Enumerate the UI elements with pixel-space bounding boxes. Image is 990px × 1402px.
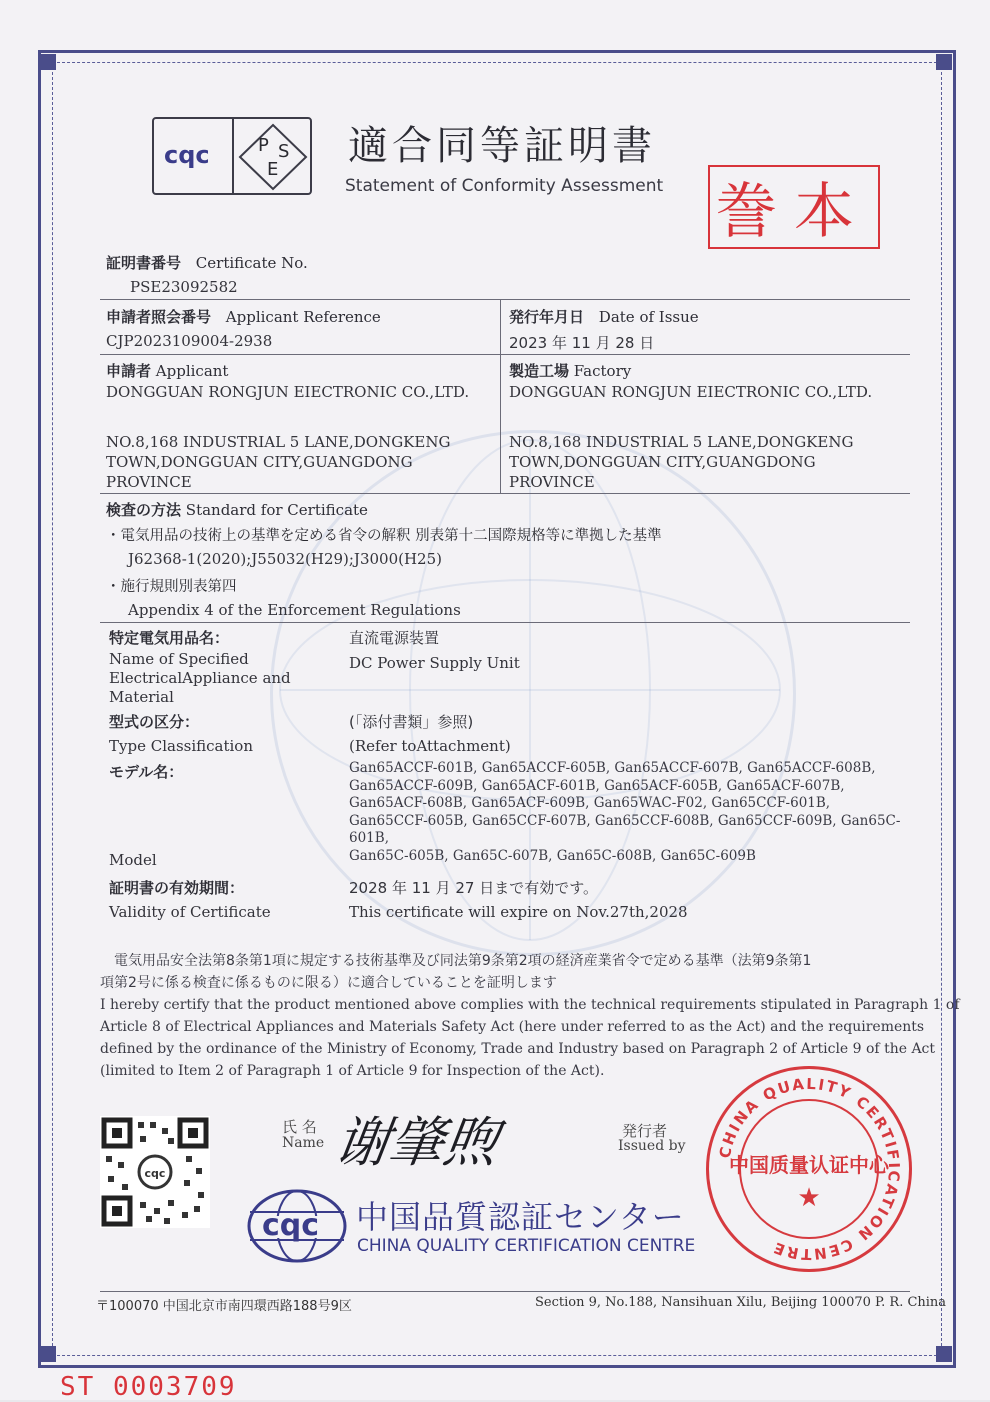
divider xyxy=(500,300,501,354)
certificate-no-value: PSE23092582 xyxy=(130,278,238,296)
divider xyxy=(100,493,910,494)
standard-label-en: Standard for Certificate xyxy=(185,501,368,519)
applicant-address-line: TOWN,DONGGUAN CITY,GUANGDONG xyxy=(106,453,413,471)
model-line: Gan65ACCF-609B, Gan65ACF-601B, Gan65ACF-605B, Gan65ACF-607B, xyxy=(349,777,845,794)
factory-address-line: NO.8,168 INDUSTRIAL 5 LANE,DONGKENG xyxy=(509,433,854,451)
validity-label-en: Validity of Certificate xyxy=(109,903,271,921)
product-label-en-line: ElectricalAppliance and xyxy=(109,669,291,687)
declaration-jp xyxy=(100,950,912,994)
applicant-address-line: NO.8,168 INDUSTRIAL 5 LANE,DONGKENG xyxy=(106,433,451,451)
declaration-en-line: defined by the ordinance of the Ministry of Economy, Trade and Industry based on Paragraph 2 of Article 9 of the Act xyxy=(100,1041,936,1057)
certificate-no-label-jp: 証明書番号 xyxy=(106,254,182,272)
product-label-en-line: Name of Specified xyxy=(109,650,249,668)
date-label-jp: 発行年月日 xyxy=(509,308,585,326)
factory-label-en: Factory xyxy=(573,362,632,380)
divider xyxy=(100,299,910,300)
applicant-ref-label-en: Applicant Reference xyxy=(225,308,381,326)
declaration-jp-line: 項第2号に係る検査に係るものに限る）に適合していることを証明します xyxy=(100,975,557,991)
product-label-en-line: Material xyxy=(109,688,174,706)
standard-item1-jp: ・電気用品の技術上の基準を定める省令の解釈 別表第十二国際規格等に準拠した基準 xyxy=(106,528,662,544)
model-line: Gan65ACF-608B, Gan65ACF-609B, Gan65WAC-F02, Gan65CCF-601B, xyxy=(349,795,831,811)
factory-address-line: TOWN,DONGGUAN CITY,GUANGDONG xyxy=(509,453,816,471)
factory-label-jp: 製造工場 xyxy=(509,362,570,380)
certificate-no-label-en: Certificate No. xyxy=(195,254,308,272)
model-line: Gan65C-605B, Gan65C-607B, Gan65C-608B, Gan65C-609B xyxy=(349,847,756,864)
divider xyxy=(500,355,501,493)
product-value-jp: 直流電源装置 xyxy=(349,629,440,647)
declaration-en-line: I hereby certify that the product mentioned above complies with the technical requirements stipulated in Paragraph 1 of xyxy=(100,997,960,1013)
type-label-en: Type Classification xyxy=(109,737,254,755)
official-seal xyxy=(706,1066,912,1272)
model-list xyxy=(349,760,909,865)
declaration-en-line: (limited to Item 2 of Paragraph 1 of Article 9 for Inspection of the Act). xyxy=(100,1063,605,1079)
title-jp: 適合同等証明書 xyxy=(348,123,656,169)
type-value-en: (Refer toAttachment) xyxy=(349,737,511,755)
pse-letter: E xyxy=(267,159,279,180)
corner-ornament xyxy=(936,1346,952,1362)
product-label-jp: 特定電気用品名： xyxy=(109,629,230,647)
serial-number: ST 0003709 xyxy=(60,1372,237,1402)
factory-name: DONGGUAN RONGJUN EIECTRONIC CO.,LTD. xyxy=(509,383,873,401)
standard-item2-jp: ・施行規則別表第四 xyxy=(106,579,237,595)
title-en: Statement of Conformity Assessment xyxy=(345,176,664,196)
cqc-pse-logo xyxy=(152,117,312,195)
signature: 谢肇煦 xyxy=(331,1111,502,1174)
issuer-name-jp: 中国品質認証センター xyxy=(356,1198,685,1236)
type-value-jp: (「添付書類」参照) xyxy=(349,713,474,731)
applicant-ref-value: CJP2023109004-2938 xyxy=(106,332,273,350)
corner-ornament xyxy=(40,1346,56,1362)
model-label-jp: モデル名： xyxy=(109,763,184,781)
applicant-name: DONGGUAN RONGJUN EIECTRONIC CO.,LTD. xyxy=(106,383,470,401)
issued-by-label-jp: 発行者 xyxy=(622,1122,668,1140)
declaration-jp-line: 電気用品安全法第8条第1項に規定する技術基準及び同法第9条第2項の経済産業省令で定める基準（法第9条第1 xyxy=(100,953,812,969)
applicant-label-jp: 申請者 xyxy=(106,362,152,380)
factory-address-line: PROVINCE xyxy=(509,473,595,491)
validity-label-jp: 証明書の有効期間： xyxy=(109,879,245,897)
qr-code-icon xyxy=(100,1116,210,1228)
pse-diamond-icon xyxy=(238,123,308,191)
signature-label-en: Name xyxy=(282,1135,325,1151)
product-value-en: DC Power Supply Unit xyxy=(349,654,520,672)
date-label-en: Date of Issue xyxy=(598,308,699,326)
corner-ornament xyxy=(40,54,56,70)
svg-text:cqc: cqc xyxy=(144,1167,166,1180)
validity-value-jp: 2028 年 11 月 27 日まで有効です。 xyxy=(349,879,598,897)
footer-address-en: Section 9, No.188, Nansihuan Xilu, Beijing 100070 P. R. China xyxy=(535,1295,947,1310)
pse-letter: P xyxy=(258,135,269,156)
standard-item1-codes: J62368-1(2020);J55032(H29);J3000(H25) xyxy=(128,550,442,568)
applicant-ref-label-jp: 申請者照会番号 xyxy=(106,308,212,326)
cqc-logo-text: cqc xyxy=(164,141,210,169)
applicant-address-line: PROVINCE xyxy=(106,473,192,491)
seal-outer-text: CHINA QUALITY CERTIFICATION CENTRE xyxy=(715,1074,904,1264)
issuer-name-en: CHINA QUALITY CERTIFICATION CENTRE xyxy=(357,1236,696,1256)
issuer-logo-text: cqc xyxy=(262,1208,320,1243)
seal-star-icon: ★ xyxy=(797,1183,821,1213)
model-label-en: Model xyxy=(109,851,157,869)
pse-letter: S xyxy=(278,141,290,162)
signature-label-jp: 氏 名 xyxy=(282,1118,317,1136)
divider xyxy=(100,622,910,623)
issued-by-label-en: Issued by xyxy=(618,1138,686,1154)
date-value: 2023 年 11 月 28 日 xyxy=(509,334,655,352)
declaration-en-line: Article 8 of Electrical Appliances and Materials Safety Act (here under referred to as the Act) and the requirements xyxy=(100,1019,925,1035)
corner-ornament xyxy=(936,54,952,70)
divider xyxy=(100,354,910,355)
divider xyxy=(100,1291,910,1292)
standard-label-jp: 検査の方法 xyxy=(106,501,182,519)
standard-item2-en: Appendix 4 of the Enforcement Regulations xyxy=(128,601,461,619)
seal-inner-text: 中国质量认证中心 xyxy=(729,1153,889,1177)
type-label-jp: 型式の区分： xyxy=(109,713,200,731)
footer-address-jp: 〒100070 中国北京市南四環西路188号9区 xyxy=(96,1299,352,1314)
applicant-label-en: Applicant xyxy=(155,362,229,380)
copy-stamp: 誊本 xyxy=(708,165,880,249)
validity-value-en: This certificate will expire on Nov.27th,2028 xyxy=(349,903,688,921)
model-line: Gan65ACCF-601B, Gan65ACCF-605B, Gan65ACCF-607B, Gan65ACCF-608B, xyxy=(349,760,876,776)
model-line: Gan65CCF-605B, Gan65CCF-607B, Gan65CCF-608B, Gan65CCF-609B, Gan65C-601B, xyxy=(349,812,901,846)
